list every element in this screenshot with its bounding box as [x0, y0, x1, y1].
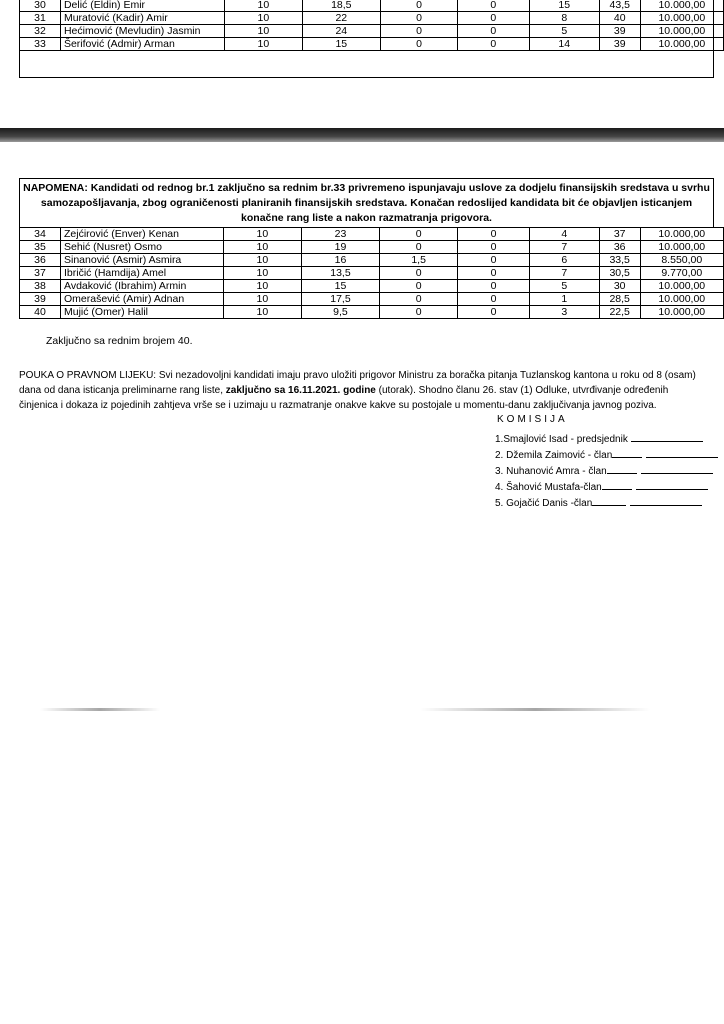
cell-e: 7 [529, 241, 599, 254]
cell-b: 23 [301, 228, 379, 241]
cell-a: 10 [224, 293, 302, 306]
cell-amount: 10.000,00 [640, 0, 723, 12]
cell-c: 0 [380, 25, 457, 38]
page-separator [0, 128, 724, 142]
cell-b: 17,5 [301, 293, 379, 306]
cell-d: 0 [458, 228, 530, 241]
cell-d: 0 [458, 306, 530, 319]
notice-text: Kandidati od rednog br.1 zaključno sa rednim br.33 privremeno ispunjavaju uslove za dodjelu finansijskih sredstava u svrhu samozapošljavanja, zbog ograničenosti planiranih finansijskih sredstava. Konačan redoslijed kandidata bit će objavljen isticanjem konačne rang liste a nakon razmatranja prigovora. [40, 182, 710, 224]
signature-line [646, 446, 718, 458]
table-row [20, 280, 724, 293]
signature-line [631, 430, 703, 442]
cell-a: 10 [224, 228, 302, 241]
cell-name: Ibričić (Hamdija) Amel [61, 267, 224, 280]
cell-amount: 10.000,00 [640, 228, 723, 241]
cell-a: 10 [224, 241, 302, 254]
cell-d: 0 [458, 280, 530, 293]
cell-e: 6 [529, 254, 599, 267]
legal-remedy-deadline: zaključno sa 16.11.2021. godine [225, 385, 376, 396]
cell-c: 0 [380, 38, 457, 51]
cell-total: 28,5 [599, 293, 640, 306]
cell-b: 22 [302, 12, 380, 25]
cell-a: 10 [224, 306, 302, 319]
cell-name: Delić (Eldin) Emir [60, 0, 224, 12]
cell-c: 0 [380, 293, 458, 306]
cell-a: 10 [225, 0, 303, 12]
cell-d: 0 [458, 293, 530, 306]
commission-member-5: 5. Gojačić Danis -član [495, 494, 718, 510]
cell-name: Mujić (Omer) Halil [61, 306, 224, 319]
cell-c: 0 [380, 267, 458, 280]
cell-amount: 10.000,00 [640, 25, 723, 38]
cell-total: 40 [599, 12, 640, 25]
cell-b: 18,5 [302, 0, 380, 12]
cell-c: 0 [380, 280, 458, 293]
cell-no: 30 [20, 0, 61, 12]
cell-c: 0 [380, 241, 458, 254]
cell-c: 0 [380, 306, 458, 319]
cell-b: 16 [301, 254, 379, 267]
cell-total: 22,5 [599, 306, 640, 319]
legal-remedy-text-2: (utorak). Shodno članu 26. stav (1) Odluke, utvrđivanje određenih činjenica i dokaza iz pojedinih zahtjeva vrše se i uzimaju u razmatranje onakve kakve su postojale u momentu-danu zaključivanja javnog poziva. [19, 385, 669, 411]
closing-note: Zaključno sa rednim brojem 40. [46, 335, 193, 347]
commission-block [495, 414, 718, 510]
cell-e: 1 [529, 293, 599, 306]
cell-name: Avdaković (Ibrahim) Armin [61, 280, 224, 293]
cell-b: 24 [302, 25, 380, 38]
notice-label: NAPOMENA: [23, 182, 88, 194]
cell-total: 39 [599, 25, 640, 38]
previous-page-fragment [0, 0, 724, 128]
cell-b: 13,5 [301, 267, 379, 280]
cell-no: 31 [20, 12, 61, 25]
cell-b: 15 [301, 280, 379, 293]
table-row [20, 306, 724, 319]
cell-total: 37 [599, 228, 640, 241]
cell-amount: 10.000,00 [640, 280, 723, 293]
cell-e: 15 [529, 0, 599, 12]
table-row [20, 228, 724, 241]
cell-amount: 10.000,00 [640, 306, 723, 319]
cell-no: 32 [20, 25, 61, 38]
cell-a: 10 [224, 254, 302, 267]
cell-a: 10 [225, 38, 303, 51]
cell-name: Omerašević (Amir) Adnan [61, 293, 224, 306]
cell-no: 38 [20, 280, 61, 293]
cell-name: Muratović (Kadir) Amir [60, 12, 224, 25]
cell-name: Sinanović (Asmir) Asmira [61, 254, 224, 267]
signature-line [612, 446, 642, 458]
table-row [20, 293, 724, 306]
commission-title: KOMISIJA [497, 414, 568, 425]
table-frame [19, 0, 714, 78]
cell-no: 40 [20, 306, 61, 319]
notice-box [19, 178, 714, 228]
table-row [20, 241, 724, 254]
cell-name: Zejćirović (Enver) Kenan [61, 228, 224, 241]
cell-e: 14 [529, 38, 599, 51]
commission-member-4: 4. Šahović Mustafa-član [495, 478, 718, 494]
cell-no: 37 [20, 267, 61, 280]
cell-e: 4 [529, 228, 599, 241]
cell-total: 43,5 [599, 0, 640, 12]
cell-d: 0 [458, 267, 530, 280]
cell-no: 34 [20, 228, 61, 241]
cell-c: 0 [380, 228, 458, 241]
cell-amount: 10.000,00 [640, 12, 723, 25]
cell-no: 33 [20, 38, 61, 51]
cell-e: 8 [529, 12, 599, 25]
signature-line [592, 494, 626, 506]
legal-remedy-text-1: POUKA O PRAVNOM LIJEKU: Svi nezadovoljni kandidati imaju pravo uložiti prigovor Ministru za boračka pitanja Tuzlanskog kantona u roku od 8 (osam) dana od dana isticanja preliminarne rang liste, [19, 370, 696, 396]
ranking-table-bottom [19, 227, 724, 319]
signature-line [607, 462, 637, 474]
cell-name: Hećimović (Mevludin) Jasmin [60, 25, 224, 38]
cell-d: 0 [458, 241, 530, 254]
cell-a: 10 [225, 12, 303, 25]
cell-d: 0 [458, 254, 530, 267]
cell-no: 35 [20, 241, 61, 254]
cell-d: 0 [458, 12, 530, 25]
cell-total: 39 [599, 38, 640, 51]
scan-smudge [420, 708, 650, 711]
cell-no: 36 [20, 254, 61, 267]
cell-b: 9,5 [301, 306, 379, 319]
signature-line [602, 478, 632, 490]
cell-amount: 10.000,00 [640, 241, 723, 254]
commission-member-2: 2. Džemila Zaimović - član [495, 446, 718, 462]
commission-member-3: 3. Nuhanović Amra - član [495, 462, 718, 478]
cell-c: 0 [380, 0, 457, 12]
signature-line [630, 494, 702, 506]
cell-c: 0 [380, 12, 457, 25]
current-page [0, 142, 724, 1024]
cell-e: 5 [529, 25, 599, 38]
ranking-table-bottom-body [20, 228, 724, 319]
cell-amount: 10.000,00 [640, 293, 723, 306]
cell-amount: 10.000,00 [640, 38, 723, 51]
signature-line [641, 462, 713, 474]
cell-d: 0 [458, 38, 530, 51]
cell-e: 5 [529, 280, 599, 293]
cell-b: 19 [301, 241, 379, 254]
cell-name: Šerifović (Admir) Arman [60, 38, 224, 51]
cell-no: 39 [20, 293, 61, 306]
cell-a: 10 [224, 267, 302, 280]
scan-smudge [40, 708, 160, 711]
cell-b: 15 [302, 38, 380, 51]
cell-amount: 9.770,00 [640, 267, 723, 280]
cell-d: 0 [458, 0, 530, 12]
cell-amount: 8.550,00 [640, 254, 723, 267]
cell-e: 7 [529, 267, 599, 280]
cell-total: 33,5 [599, 254, 640, 267]
cell-total: 30,5 [599, 267, 640, 280]
signature-line [636, 478, 708, 490]
cell-c: 1,5 [380, 254, 458, 267]
table-row [20, 254, 724, 267]
cell-name: Sehić (Nusret) Osmo [61, 241, 224, 254]
cell-total: 36 [599, 241, 640, 254]
cell-total: 30 [599, 280, 640, 293]
cell-e: 3 [529, 306, 599, 319]
cell-d: 0 [458, 25, 530, 38]
commission-member-1: 1.Smajlović Isad - predsjednik [495, 430, 718, 446]
legal-remedy-notice [19, 368, 709, 413]
table-row [20, 267, 724, 280]
cell-a: 10 [224, 280, 302, 293]
cell-a: 10 [225, 25, 303, 38]
